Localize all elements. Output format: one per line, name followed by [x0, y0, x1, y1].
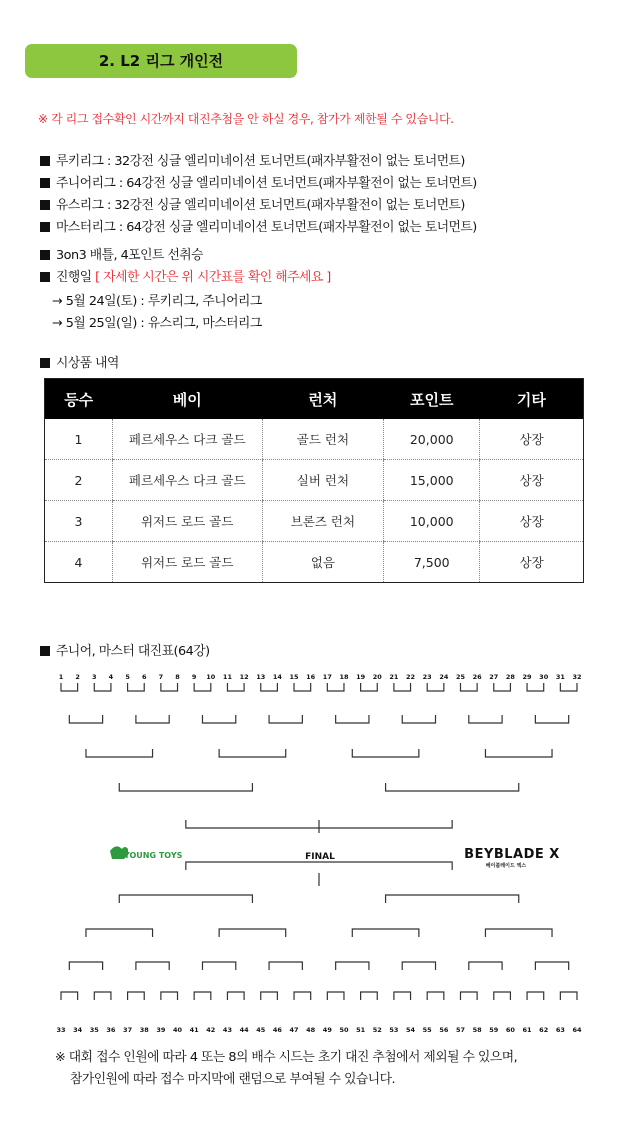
seed-number: 1 [58, 673, 64, 681]
seed-number: 39 [156, 1026, 166, 1034]
bracket-match-line [202, 962, 235, 970]
bracket-match-line [194, 992, 211, 1000]
seed-number: 21 [389, 673, 399, 681]
bracket-match-line [386, 783, 519, 791]
tournament-bracket [0, 665, 632, 1040]
seed-number: 56 [439, 1026, 449, 1034]
bracket-match-line [336, 715, 369, 723]
bracket-match-line [86, 749, 153, 757]
bracket-match-line [128, 992, 145, 1000]
cell-points: 10,000 [384, 501, 480, 542]
bracket-match-line [494, 992, 511, 1000]
seed-number: 9 [191, 673, 197, 681]
cell-bey: 페르세우스 다크 골드 [112, 419, 262, 460]
bullet-square-icon [40, 222, 50, 232]
bracket-match-line [469, 715, 502, 723]
bracket-match-line [227, 683, 244, 691]
bracket-match-line [227, 992, 244, 1000]
bracket-match-line [69, 715, 102, 723]
seed-number: 13 [256, 673, 266, 681]
bracket-match-line [94, 683, 111, 691]
cell-rank: 3 [45, 501, 113, 542]
cell-launcher: 없음 [262, 542, 384, 583]
bracket-match-line [402, 715, 435, 723]
cell-points: 7,500 [384, 542, 480, 583]
logo-young-toys [110, 846, 183, 860]
seed-number: 33 [56, 1026, 66, 1034]
bracket-match-line [269, 962, 302, 970]
seed-number: 4 [108, 673, 114, 681]
bracket-match-line [219, 749, 286, 757]
bracket-match-line [94, 992, 111, 1000]
seed-number: 41 [189, 1026, 199, 1034]
beyblade-x-subtext: 베이블레이드 엑스 [485, 863, 527, 869]
bracket-match-line [336, 962, 369, 970]
bracket-match-line [352, 929, 419, 937]
bracket-match-line [61, 992, 78, 1000]
seed-number: 30 [539, 673, 549, 681]
bracket-title: 주니어, 마스터 대진표(64강) [40, 640, 210, 659]
table-row [45, 419, 584, 460]
seed-number: 53 [389, 1026, 399, 1034]
seed-number: 45 [256, 1026, 266, 1034]
bracket-match-line [69, 962, 102, 970]
seed-number: 25 [455, 673, 466, 681]
seed-number: 5 [125, 673, 130, 681]
seed-number: 49 [322, 1026, 332, 1034]
bracket-match-line [527, 683, 544, 691]
schedule-day-2: → 5월 25일(일) : 유스리그, 마스터리그 [52, 316, 262, 331]
seed-number: 27 [489, 673, 499, 681]
cell-etc: 상장 [480, 501, 584, 542]
league-youth: 유스리그 : 32강전 싱글 엘리미네이션 토너먼트(패자부활전이 없는 토너먼트) [40, 194, 465, 213]
bracket-match-line [294, 683, 311, 691]
bracket-match-line [119, 783, 252, 791]
bracket-match-line [327, 992, 344, 1000]
seed-number: 48 [306, 1026, 316, 1034]
bracket-match-line [535, 962, 568, 970]
seed-number: 37 [123, 1026, 133, 1034]
battle-rule: 3on3 배틀, 4포인트 선취승 [40, 244, 203, 263]
bullet-square-icon [40, 156, 50, 166]
bracket-match-line [119, 895, 252, 903]
bracket-match-line [361, 683, 378, 691]
bracket-match-line [128, 683, 145, 691]
seed-number: 6 [141, 673, 147, 681]
col-bey: 베이 [112, 379, 262, 420]
cell-etc: 상장 [480, 460, 584, 501]
league-junior: 주니어리그 : 64강전 싱글 엘리미네이션 토너먼트(패자부활전이 없는 토너먼트) [40, 172, 477, 191]
bracket-match-line [186, 862, 452, 870]
seed-number: 34 [73, 1026, 83, 1034]
seed-number: 29 [522, 673, 532, 681]
bracket-match-line [261, 683, 278, 691]
prize-table [44, 378, 584, 583]
league-rookie: 루키리그 : 32강전 싱글 엘리미네이션 토너먼트(패자부활전이 없는 토너먼트) [40, 150, 465, 169]
seed-number: 10 [206, 673, 216, 681]
league-master: 마스터리그 : 64강전 싱글 엘리미네이션 토너먼트(패자부활전이 없는 토너먼트) [40, 216, 477, 235]
cell-etc: 상장 [480, 419, 584, 460]
notice-text: ※ 각 리그 접수확인 시간까지 대진추첨을 안 하실 경우, 참가가 제한될 수 있습니다. [38, 112, 454, 126]
seed-number: 40 [172, 1026, 183, 1034]
bullet-square-icon [40, 272, 50, 282]
seed-number: 51 [356, 1026, 366, 1034]
bracket-match-line [361, 992, 378, 1000]
cell-launcher: 브론즈 런처 [262, 501, 384, 542]
col-launcher: 런처 [262, 379, 384, 420]
seed-number: 32 [572, 673, 582, 681]
seed-number: 55 [422, 1026, 432, 1034]
bracket-match-line [460, 683, 477, 691]
seed-number: 26 [472, 673, 482, 681]
cell-rank: 4 [74, 554, 83, 570]
final-label: FINAL [305, 852, 335, 862]
bullet-square-icon [40, 200, 50, 210]
bracket-match-line [460, 992, 477, 1000]
bracket-match-line [327, 683, 344, 691]
bracket-match-line [352, 749, 419, 757]
col-points: 포인트 [384, 379, 480, 420]
bracket-match-line [402, 962, 435, 970]
section-title: 2. L2 리그 개인전 [25, 44, 297, 78]
bracket-match-line [61, 683, 78, 691]
schedule-line: 진행일 [ 자세한 시간은 위 시간표를 확인 해주세요 ] [40, 266, 331, 285]
seed-number: 8 [175, 673, 180, 681]
seed-number: 64 [572, 1026, 582, 1034]
seed-number: 22 [406, 673, 416, 681]
bracket-match-line [269, 715, 302, 723]
seed-number: 60 [505, 1026, 515, 1034]
seed-number: 14 [272, 673, 282, 681]
seed-number: 28 [505, 673, 515, 681]
seed-number: 19 [356, 673, 366, 681]
bracket-match-line [394, 992, 411, 1000]
seed-number: 7 [158, 673, 164, 681]
table-row [45, 501, 584, 542]
beyblade-x-text: BEYBLADE X [464, 847, 560, 862]
seed-number: 57 [455, 1026, 466, 1034]
seed-number: 50 [339, 1026, 349, 1034]
bullet-square-icon [40, 178, 50, 188]
seed-number: 62 [539, 1026, 549, 1034]
seed-number: 44 [239, 1026, 249, 1034]
seed-number: 17 [322, 673, 332, 681]
seed-number: 46 [272, 1026, 282, 1034]
seed-number: 54 [406, 1026, 416, 1034]
bullet-square-icon [40, 358, 50, 368]
prize-title: 시상품 내역 [40, 352, 119, 371]
seed-number: 42 [206, 1026, 216, 1034]
cell-points: 15,000 [384, 460, 480, 501]
footnote-line-1: ※ 대회 접수 인원에 따라 4 또는 8의 배수 시드는 초기 대진 추첨에서 제외될 수 있으며, [55, 1050, 518, 1065]
bracket-match-line [136, 715, 169, 723]
bracket-match-line [560, 683, 577, 691]
seed-number: 16 [306, 673, 316, 681]
bracket-match-line [161, 992, 178, 1000]
seed-number: 2 [75, 673, 80, 681]
seed-number: 3 [92, 673, 97, 681]
bracket-match-line [394, 683, 411, 691]
bracket-match-line [485, 929, 552, 937]
bracket-match-line [427, 683, 444, 691]
table-row [45, 460, 584, 501]
cell-launcher: 실버 런처 [262, 460, 384, 501]
bracket-match-line [219, 929, 286, 937]
seed-number: 31 [555, 673, 565, 681]
seed-number: 63 [555, 1026, 565, 1034]
young-toys-text: YOUNG TOYS [124, 851, 183, 860]
seed-number: 23 [422, 673, 432, 681]
seed-number: 61 [522, 1026, 532, 1034]
seed-number: 38 [139, 1026, 149, 1034]
bullet-square-icon [40, 250, 50, 260]
bracket-match-line [194, 683, 211, 691]
bracket-match-line [294, 992, 311, 1000]
schedule-day-1: → 5월 24일(토) : 루키리그, 주니어리그 [52, 294, 262, 309]
footnote-line-2: 참가인원에 따라 접수 마지막에 랜덤으로 부여될 수 있습니다. [70, 1072, 396, 1087]
bracket-match-line [560, 992, 577, 1000]
logo-beyblade-x [464, 847, 560, 869]
seed-number: 15 [289, 673, 299, 681]
bracket-match-line [527, 992, 544, 1000]
col-etc: 기타 [480, 379, 584, 420]
bullet-square-icon [40, 646, 50, 656]
seed-number: 43 [222, 1026, 232, 1034]
bracket-match-line [86, 929, 153, 937]
cell-launcher: 골드 런처 [262, 419, 384, 460]
seed-number: 58 [472, 1026, 482, 1034]
bracket-match-line [161, 683, 178, 691]
seed-number: 36 [106, 1026, 116, 1034]
cell-rank: 1 [45, 419, 113, 460]
cell-etc: 상장 [480, 542, 584, 583]
seed-number: 47 [289, 1026, 299, 1034]
cell-bey: 페르세우스 다크 골드 [112, 460, 262, 501]
bracket-match-line [136, 962, 169, 970]
bracket-match-line [386, 895, 519, 903]
seed-number: 18 [339, 673, 349, 681]
col-rank: 등수 [45, 379, 113, 420]
schedule-note: [ 자세한 시간은 위 시간표를 확인 해주세요 ] [95, 270, 331, 285]
seed-number: 35 [89, 1026, 99, 1034]
seed-number: 24 [439, 673, 449, 681]
cell-bey: 위저드 로드 골드 [112, 542, 262, 583]
cell-rank: 2 [45, 460, 113, 501]
bracket-match-line [469, 962, 502, 970]
cell-points: 20,000 [384, 419, 480, 460]
seed-number: 11 [222, 673, 232, 681]
bracket-match-line [494, 683, 511, 691]
bracket-match-line [485, 749, 552, 757]
seed-number: 12 [239, 673, 249, 681]
prize-header-row [45, 379, 584, 420]
seed-number: 20 [372, 673, 382, 681]
cell-bey: 위저드 로드 골드 [112, 501, 262, 542]
seed-number: 59 [489, 1026, 499, 1034]
bracket-match-line [427, 992, 444, 1000]
table-row [45, 542, 584, 583]
bracket-match-line [202, 715, 235, 723]
bracket-match-line [261, 992, 278, 1000]
bracket-match-line [535, 715, 568, 723]
seed-number: 52 [372, 1026, 382, 1034]
bracket-lines [61, 683, 577, 1000]
